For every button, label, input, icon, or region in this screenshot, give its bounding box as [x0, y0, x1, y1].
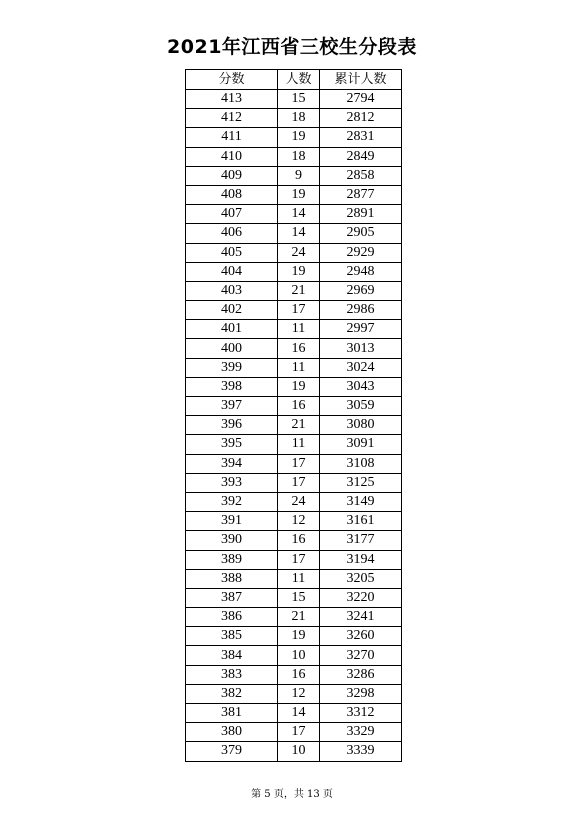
cell-score: 398 — [186, 377, 278, 396]
table-row — [186, 377, 402, 396]
table-row — [186, 243, 402, 262]
cell-count: 16 — [278, 397, 320, 416]
cell-score: 408 — [186, 185, 278, 204]
cell-cumulative: 2891 — [320, 205, 402, 224]
cell-cumulative: 3149 — [320, 492, 402, 511]
cell-count: 10 — [278, 742, 320, 761]
cell-cumulative: 3260 — [320, 627, 402, 646]
cell-score: 395 — [186, 435, 278, 454]
cell-score: 413 — [186, 90, 278, 109]
cell-cumulative: 2858 — [320, 166, 402, 185]
cell-count: 17 — [278, 550, 320, 569]
table-row — [186, 531, 402, 550]
cell-count: 21 — [278, 281, 320, 300]
table-row — [186, 646, 402, 665]
cell-score: 390 — [186, 531, 278, 550]
cell-cumulative: 3043 — [320, 377, 402, 396]
cell-score: 379 — [186, 742, 278, 761]
cell-score: 392 — [186, 492, 278, 511]
table-row — [186, 435, 402, 454]
cell-count: 10 — [278, 646, 320, 665]
cell-count: 16 — [278, 339, 320, 358]
cell-cumulative: 2969 — [320, 281, 402, 300]
cell-score: 384 — [186, 646, 278, 665]
cell-score: 385 — [186, 627, 278, 646]
table-row — [186, 723, 402, 742]
cell-count: 19 — [278, 377, 320, 396]
cell-cumulative: 2877 — [320, 185, 402, 204]
cell-count: 12 — [278, 684, 320, 703]
cell-cumulative: 3024 — [320, 358, 402, 377]
cell-count: 15 — [278, 90, 320, 109]
cell-cumulative: 3080 — [320, 416, 402, 435]
page-title: 2021年江西省三校生分段表 — [167, 36, 417, 58]
cell-cumulative: 3312 — [320, 704, 402, 723]
cell-score: 397 — [186, 397, 278, 416]
cell-score: 401 — [186, 320, 278, 339]
cell-cumulative: 3339 — [320, 742, 402, 761]
table-row — [186, 454, 402, 473]
column-header-cumulative: 累计人数 — [320, 70, 402, 90]
cell-cumulative: 3161 — [320, 512, 402, 531]
table-row — [186, 416, 402, 435]
cell-cumulative: 2905 — [320, 224, 402, 243]
cell-cumulative: 3329 — [320, 723, 402, 742]
cell-count: 17 — [278, 301, 320, 320]
cell-count: 21 — [278, 416, 320, 435]
table-row — [186, 665, 402, 684]
cell-score: 399 — [186, 358, 278, 377]
cell-score: 400 — [186, 339, 278, 358]
cell-cumulative: 3108 — [320, 454, 402, 473]
table-row — [186, 109, 402, 128]
cell-cumulative: 3241 — [320, 608, 402, 627]
table-row — [186, 128, 402, 147]
cell-cumulative: 3125 — [320, 473, 402, 492]
table-row — [186, 684, 402, 703]
table-row — [186, 224, 402, 243]
cell-count: 15 — [278, 588, 320, 607]
table-row — [186, 147, 402, 166]
cell-cumulative: 3220 — [320, 588, 402, 607]
cell-score: 393 — [186, 473, 278, 492]
cell-cumulative: 2986 — [320, 301, 402, 320]
cell-cumulative: 3286 — [320, 665, 402, 684]
cell-count: 21 — [278, 608, 320, 627]
table-row — [186, 588, 402, 607]
cell-count: 24 — [278, 492, 320, 511]
cell-score: 402 — [186, 301, 278, 320]
cell-score: 380 — [186, 723, 278, 742]
cell-score: 387 — [186, 588, 278, 607]
cell-count: 19 — [278, 128, 320, 147]
cell-cumulative: 2794 — [320, 90, 402, 109]
cell-cumulative: 3059 — [320, 397, 402, 416]
table-row — [186, 742, 402, 761]
cell-cumulative: 2831 — [320, 128, 402, 147]
cell-score: 407 — [186, 205, 278, 224]
cell-cumulative: 3298 — [320, 684, 402, 703]
table-row — [186, 704, 402, 723]
cell-score: 389 — [186, 550, 278, 569]
cell-score: 396 — [186, 416, 278, 435]
cell-count: 16 — [278, 531, 320, 550]
table-row — [186, 608, 402, 627]
column-header-score: 分数 — [186, 70, 278, 90]
table-row — [186, 492, 402, 511]
table-row — [186, 550, 402, 569]
cell-cumulative: 2929 — [320, 243, 402, 262]
cell-cumulative: 3013 — [320, 339, 402, 358]
table-row — [186, 90, 402, 109]
cell-count: 12 — [278, 512, 320, 531]
cell-count: 9 — [278, 166, 320, 185]
cell-score: 406 — [186, 224, 278, 243]
cell-count: 17 — [278, 454, 320, 473]
cell-count: 11 — [278, 358, 320, 377]
cell-count: 24 — [278, 243, 320, 262]
cell-score: 403 — [186, 281, 278, 300]
table-row — [186, 358, 402, 377]
table-row — [186, 281, 402, 300]
cell-score: 394 — [186, 454, 278, 473]
table-row — [186, 339, 402, 358]
score-distribution-table — [185, 69, 402, 762]
cell-score: 405 — [186, 243, 278, 262]
cell-count: 11 — [278, 435, 320, 454]
cell-count: 18 — [278, 147, 320, 166]
cell-count: 19 — [278, 627, 320, 646]
page-footer: 第 5 页，共 13 页 — [251, 789, 333, 800]
table-row — [186, 205, 402, 224]
cell-cumulative: 2948 — [320, 262, 402, 281]
cell-score: 411 — [186, 128, 278, 147]
cell-score: 383 — [186, 665, 278, 684]
table-row — [186, 397, 402, 416]
table-row — [186, 301, 402, 320]
cell-count: 17 — [278, 723, 320, 742]
cell-cumulative: 2812 — [320, 109, 402, 128]
cell-cumulative: 3270 — [320, 646, 402, 665]
cell-score: 391 — [186, 512, 278, 531]
cell-count: 18 — [278, 109, 320, 128]
cell-score: 409 — [186, 166, 278, 185]
table-row — [186, 166, 402, 185]
cell-score: 412 — [186, 109, 278, 128]
column-header-count: 人数 — [278, 70, 320, 90]
cell-score: 382 — [186, 684, 278, 703]
table-row — [186, 512, 402, 531]
cell-score: 404 — [186, 262, 278, 281]
cell-count: 19 — [278, 262, 320, 281]
table-row — [186, 320, 402, 339]
cell-count: 17 — [278, 473, 320, 492]
cell-cumulative: 3205 — [320, 569, 402, 588]
cell-score: 388 — [186, 569, 278, 588]
table-body — [186, 90, 402, 762]
table-row — [186, 569, 402, 588]
cell-count: 19 — [278, 185, 320, 204]
cell-count: 16 — [278, 665, 320, 684]
cell-count: 14 — [278, 224, 320, 243]
cell-cumulative: 3194 — [320, 550, 402, 569]
cell-cumulative: 3177 — [320, 531, 402, 550]
cell-score: 410 — [186, 147, 278, 166]
table-row — [186, 185, 402, 204]
cell-cumulative: 2997 — [320, 320, 402, 339]
cell-cumulative: 3091 — [320, 435, 402, 454]
table-row — [186, 627, 402, 646]
cell-count: 14 — [278, 205, 320, 224]
cell-count: 11 — [278, 320, 320, 339]
cell-cumulative: 2849 — [320, 147, 402, 166]
cell-count: 11 — [278, 569, 320, 588]
cell-score: 386 — [186, 608, 278, 627]
cell-count: 14 — [278, 704, 320, 723]
table-row — [186, 262, 402, 281]
table-header-row — [186, 70, 402, 90]
table-row — [186, 473, 402, 492]
cell-score: 381 — [186, 704, 278, 723]
